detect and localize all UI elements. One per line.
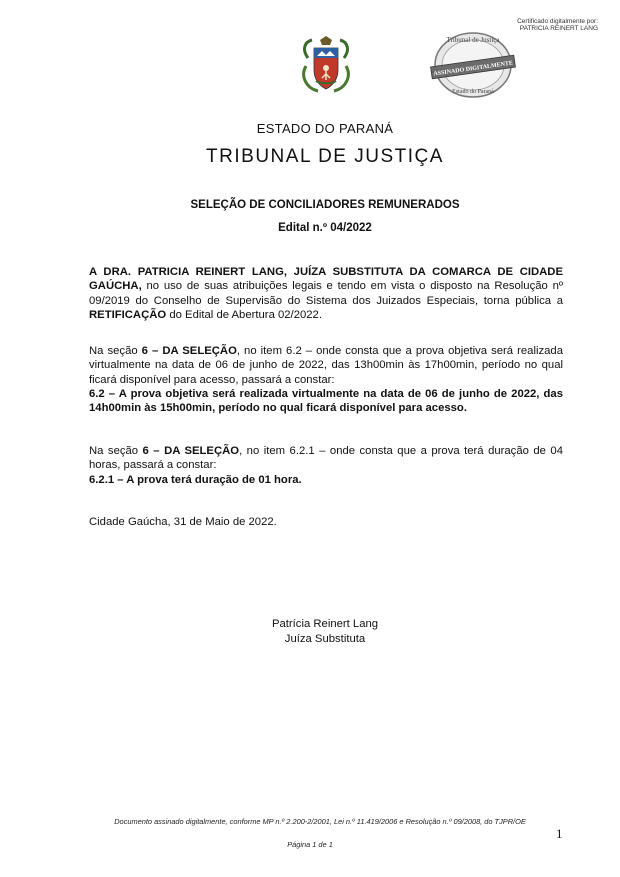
paragraph3-section: 6 – DA SELEÇÃO — [142, 445, 240, 457]
paragraph2-text-a: Na seção — [89, 345, 142, 357]
page-number: 1 — [556, 826, 563, 841]
state-heading: ESTADO DO PARANÁ — [256, 121, 394, 136]
retification-word: RETIFICAÇÃO — [89, 308, 167, 321]
digital-signature-seal-icon — [425, 30, 521, 100]
seal-band-text: ASSINADO DIGITALMENTE — [433, 60, 514, 78]
certificate-line-1: Certificado digitalmente por: — [517, 18, 598, 25]
footer-legal-note: Documento assinado digitalmente, conforme MP n.º 2.200-2/2001, Lei n.º 11.419/2006 e Resolução n.º 09/2008, do TJPR/OE — [114, 817, 526, 826]
seal-bottom-text: Estado do Paraná — [452, 89, 494, 95]
paragraph2-section: 6 – DA SELEÇÃO — [141, 345, 237, 357]
certificate-line-2: PATRICIA REINERT LANG — [519, 25, 598, 32]
item-6-2-1-new-text: 6.2.1 – A prova terá duração de 01 hora. — [89, 473, 302, 486]
paragraph2-text-b: , no item 6.2 – onde consta que a prova objetiva será realizada virtualmente na data de 06 de junho de 2022, das 13h00min às 17h00min, período no qual ficará disponível para acesso, passará a constar: — [89, 345, 563, 386]
paragraph3-text-a: Na seção — [89, 445, 143, 457]
paragraph-item-6-2 — [89, 344, 563, 415]
court-heading: TRIBUNAL DE JUSTIÇA — [206, 146, 444, 167]
paragraph-item-6-2-1 — [89, 444, 563, 487]
paragraph1-text-b: do Edital de Abertura 02/2022. — [166, 308, 322, 321]
edital-number: Edital n.º 04/2022 — [278, 222, 372, 234]
signer-name: Patrícia Reinert Lang — [271, 618, 379, 630]
signer-role: Juíza Substituta — [284, 633, 366, 645]
page-count-label: Página 1 de 1 — [287, 840, 333, 849]
item-6-2-new-text: 6.2 – A prova objetiva será realizada virtualmente na data de 06 de junho de 2022, das 14h00min às 15h00min, período no qual ficará disponível para acesso. — [89, 387, 563, 415]
paragraph-retification-notice — [89, 265, 563, 322]
judge-intro: A DRA. PATRICIA REINERT LANG, JUÍZA SUBSTITUTA DA COMARCA DE CIDADE GAÚCHA, — [89, 266, 563, 293]
place-and-date: Cidade Gaúcha, 31 de Maio de 2022. — [89, 516, 277, 528]
document-subject: SELEÇÃO DE CONCILIADORES REMUNERADOS — [190, 199, 460, 211]
seal-top-text: Tribunal de Justiça — [446, 36, 500, 44]
parana-coat-of-arms-icon — [298, 36, 354, 94]
paragraph1-text-a: no uso de suas atribuições legais e tendo em vista o disposto na Resolução nº 09/2019 do Conselho de Supervisão do Sistema dos Juizados Especiais, torna pública a — [89, 280, 563, 307]
paragraph3-text-b: , no item 6.2.1 – onde consta que a prova terá duração de 04 horas, passará a constar: — [89, 445, 563, 472]
signature-block — [0, 617, 620, 647]
